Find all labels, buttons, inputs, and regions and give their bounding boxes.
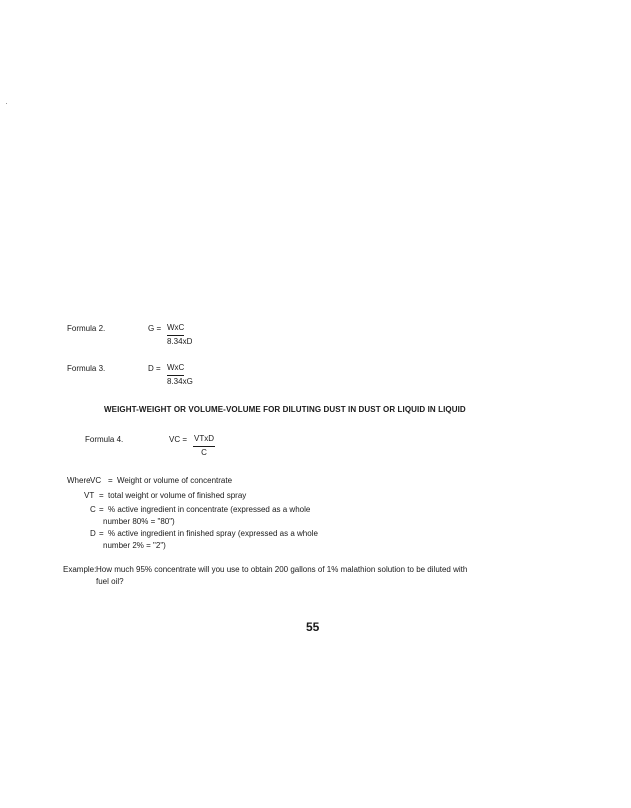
def-vc-symbol: VC xyxy=(90,476,102,485)
where-label: Where xyxy=(67,476,91,485)
scan-speck xyxy=(6,103,7,104)
formula-2-fraction xyxy=(167,322,192,348)
def-d-text: % active ingredient in finished spray (expressed as a whole xyxy=(108,529,318,538)
formula-4-fraction xyxy=(193,433,215,459)
formula-4-label: Formula 4. xyxy=(85,435,124,444)
page-number: 55 xyxy=(306,620,320,634)
formula-2-numerator: WxC xyxy=(167,322,184,336)
formula-4-denominator: C xyxy=(201,448,207,457)
def-c-text: % active ingredient in concentrate (expressed as a whole xyxy=(108,505,311,514)
def-c-eq: = xyxy=(99,505,104,514)
formula-3-fraction xyxy=(167,362,193,388)
def-d-text-cont: number 2% = "2") xyxy=(103,541,166,550)
section-heading: WEIGHT-WEIGHT OR VOLUME-VOLUME FOR DILUTING DUST IN DUST OR LIQUID IN LIQUID xyxy=(104,405,466,414)
formula-3-numerator: WxC xyxy=(167,362,184,376)
def-c-symbol: C xyxy=(90,505,96,514)
formula-4-lhs: VC = xyxy=(169,435,188,444)
example-question-line-1: How much 95% concentrate will you use to obtain 200 gallons of 1% malathion solution to be diluted with xyxy=(96,565,468,574)
formula-3-denominator: 8.34xG xyxy=(167,377,193,386)
formula-3-label: Formula 3. xyxy=(67,364,106,373)
example-question-line-2: fuel oil? xyxy=(96,577,124,586)
def-vc-text: Weight or volume of concentrate xyxy=(117,476,233,485)
def-d-eq: = xyxy=(99,529,104,538)
formula-2-lhs: G = xyxy=(148,324,162,333)
formula-3-lhs: D = xyxy=(148,364,161,373)
def-vt-text: total weight or volume of finished spray xyxy=(108,491,247,500)
def-c-text-cont: number 80% = "80") xyxy=(103,517,175,526)
example-label: Example: xyxy=(63,565,97,574)
def-vc-eq: = xyxy=(108,476,113,485)
formula-4-numerator: VTxD xyxy=(193,433,215,447)
def-vt-eq: = xyxy=(99,491,104,500)
def-d-symbol: D xyxy=(90,529,96,538)
def-vt-symbol: VT xyxy=(84,491,95,500)
formula-2-denominator: 8.34xD xyxy=(167,337,193,346)
formula-2-label: Formula 2. xyxy=(67,324,106,333)
